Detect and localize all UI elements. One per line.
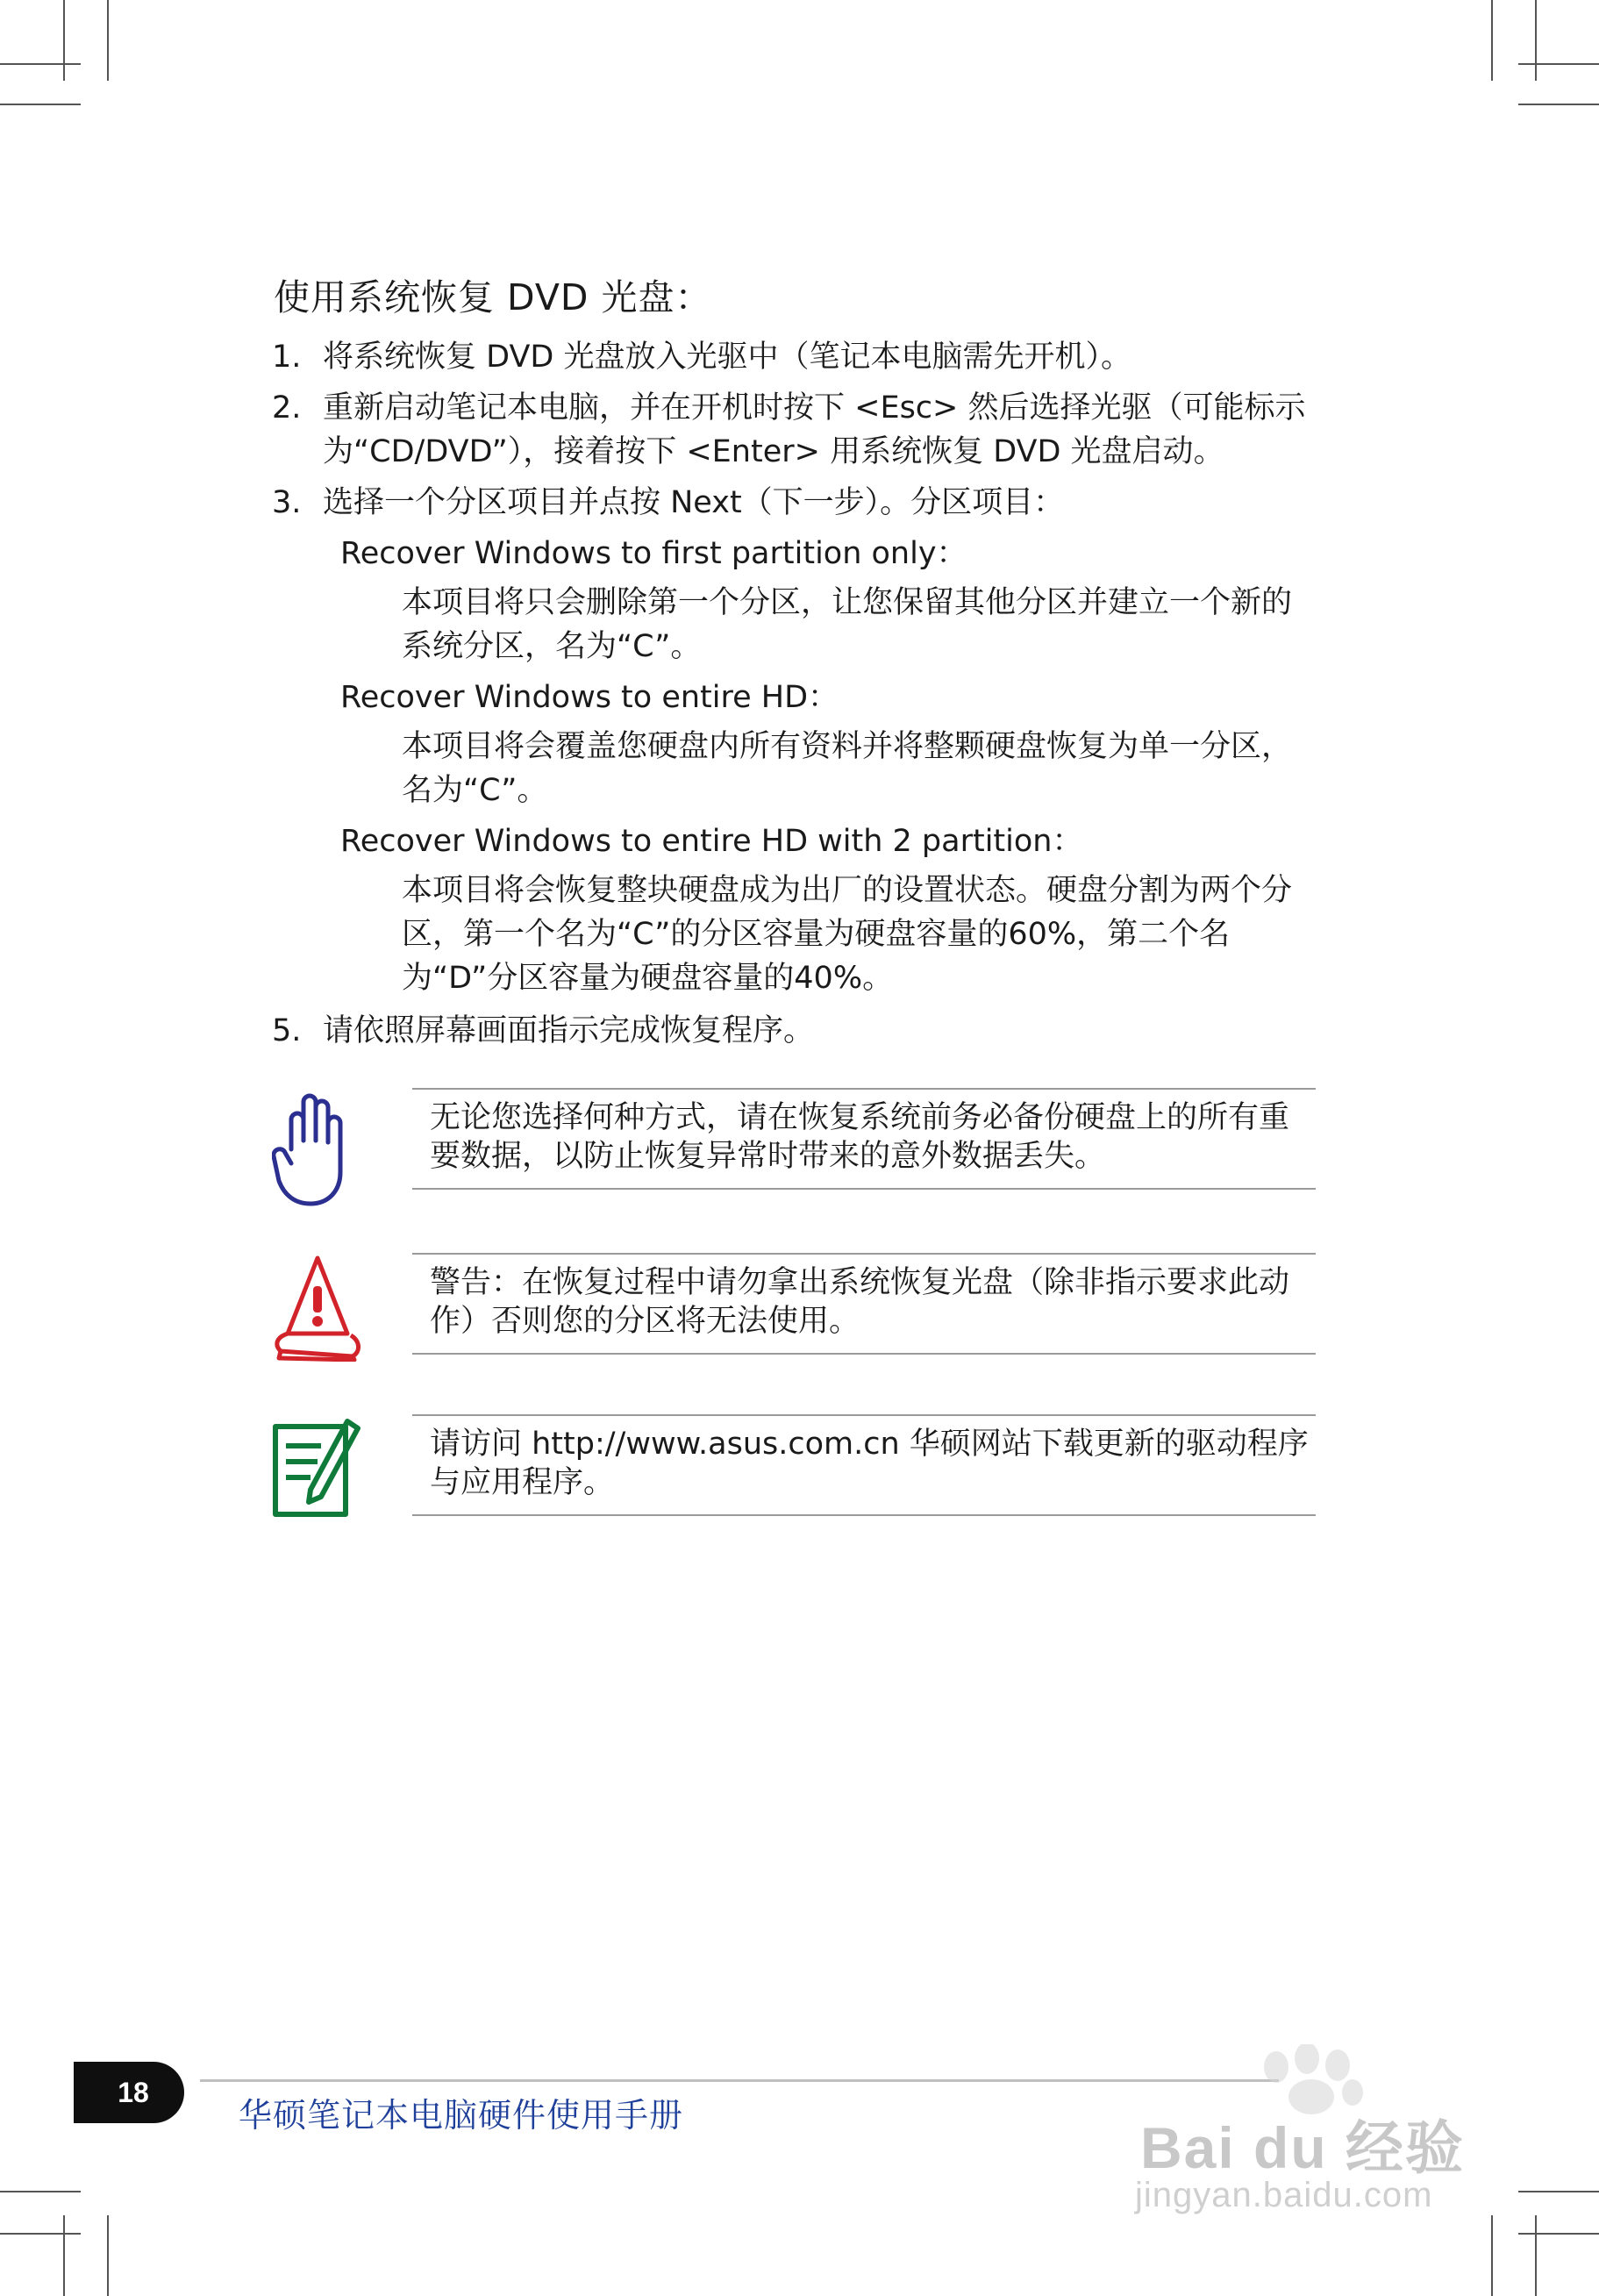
crop-mark	[107, 2215, 109, 2296]
crop-mark	[1518, 2233, 1599, 2235]
info-note	[272, 1414, 1316, 1520]
partition-option-desc: 本项目将会恢复整块硬盘成为出厂的设置状态。硬盘分割为两个分区，第一个名为“C”的分区容量为硬盘容量的60%，第二个名为“D”分区容量为硬盘容量的40%。	[402, 873, 1293, 996]
partition-option-title: Recover Windows to first partition only：	[340, 536, 967, 571]
step-number: 1.	[272, 340, 302, 375]
crop-mark	[0, 104, 81, 105]
crop-mark	[1491, 2215, 1493, 2296]
step-item	[272, 386, 1316, 474]
crop-mark	[63, 2215, 65, 2296]
crop-mark	[0, 2233, 81, 2235]
section-heading: 使用系统恢复 DVD 光盘：	[274, 276, 712, 318]
page-number-badge	[74, 2062, 184, 2123]
manual-title: 华硕笔记本电脑硬件使用手册	[239, 2096, 684, 2135]
crop-mark	[107, 0, 109, 81]
footer-rule	[200, 2079, 1279, 2082]
main-content	[272, 272, 1316, 1060]
note-text: 警告：在恢复过程中请勿拿出系统恢复光盘（除非指示要求此动作）否则您的分区将无法使用。	[412, 1253, 1316, 1355]
crop-mark	[1535, 0, 1537, 81]
watermark-brand: Bai du 经验	[1140, 2115, 1466, 2180]
partition-option-desc: 本项目将只会删除第一个分区，让您保留其他分区并建立一个新的系统分区，名为“C”。	[402, 585, 1293, 664]
step-number: 3.	[272, 485, 302, 520]
page-number: 18	[118, 2076, 149, 2108]
step-text: 重新启动笔记本电脑，并在开机时按下 <Esc> 然后选择光驱（可能标示为“CD/DVD”），接着按下 <Enter> 用系统恢复 DVD 光盘启动。	[323, 390, 1306, 469]
crop-mark	[0, 2191, 81, 2192]
partition-option-desc: 本项目将会覆盖您硬盘内所有资料并将整颗硬盘恢复为单一分区，名为“C”。	[402, 729, 1293, 808]
crop-mark	[1518, 2191, 1599, 2192]
crop-mark	[1518, 63, 1599, 65]
crop-mark	[1491, 0, 1493, 81]
note-text: 无论您选择何种方式，请在恢复系统前务必备份硬盘上的所有重要数据，以防止恢复异常时带来的意外数据丢失。	[412, 1088, 1316, 1190]
step-text: 请依照屏幕画面指示完成恢复程序。	[323, 1013, 815, 1048]
partition-option-title: Recover Windows to entire HD：	[340, 680, 839, 715]
crop-mark	[0, 63, 81, 65]
warning-cone-icon	[272, 1253, 363, 1365]
crop-mark	[1518, 104, 1599, 105]
note-pen-icon	[272, 1414, 363, 1523]
crop-mark	[1535, 2215, 1537, 2296]
step-text: 将系统恢复 DVD 光盘放入光驱中（笔记本电脑需先开机）。	[323, 340, 1131, 375]
hand-stop-icon	[272, 1088, 353, 1214]
warning-note	[272, 1253, 1316, 1358]
step-number: 2.	[272, 390, 302, 426]
partition-option-title: Recover Windows to entire HD with 2 partition：	[340, 824, 1083, 859]
watermark-url: jingyan.baidu.com	[1135, 2176, 1433, 2214]
step-number: 5.	[272, 1013, 302, 1048]
step-item	[272, 1009, 1316, 1053]
step-text: 选择一个分区项目并点按 Next（下一步）。分区项目：	[323, 485, 1065, 520]
caution-note	[272, 1088, 1316, 1193]
step-item	[272, 481, 1316, 525]
step-item	[272, 335, 1316, 379]
crop-mark	[63, 0, 65, 81]
note-text: 请访问 http://www.asus.com.cn 华硕网站下载更新的驱动程序与应用程序。	[412, 1414, 1316, 1516]
